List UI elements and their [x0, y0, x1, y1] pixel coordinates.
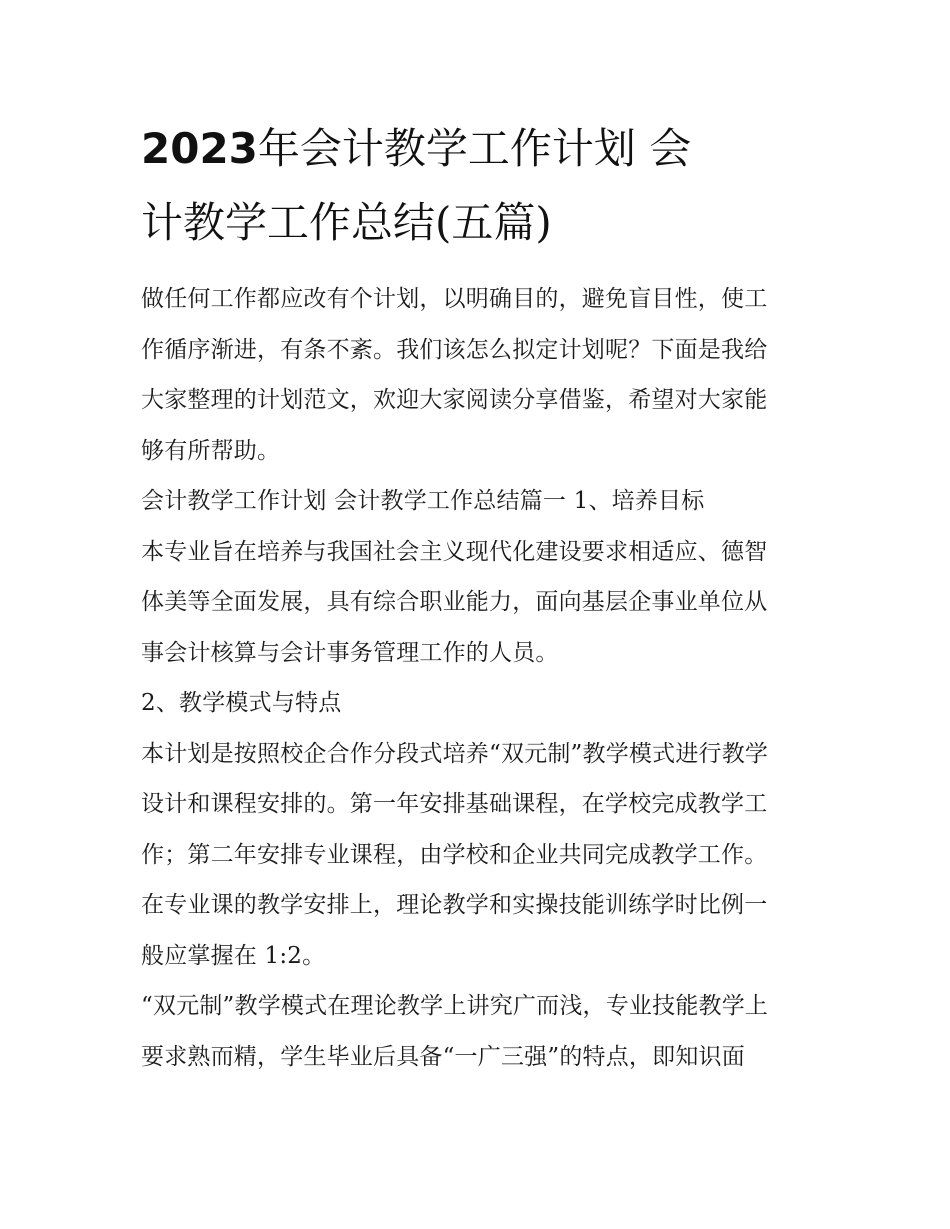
section-heading: 2、教学模式与特点	[141, 690, 342, 716]
document-body	[141, 274, 821, 1082]
body-line: 要求熟而精，学生毕业后具备“一广三强”的特点，即知识面	[141, 1043, 745, 1070]
body-line: 在专业课的教学安排上，理论教学和实操技能训练学时比例一	[141, 892, 768, 918]
body-line: 设计和课程安排的。第一年安排基础课程，在学校完成教学工	[141, 791, 768, 817]
title-year: 2023	[141, 124, 258, 173]
body-line: 般应掌握在 1:2。	[141, 942, 326, 969]
body-line: 本计划是按照校企合作分段式培养“双元制”教学模式进行教学	[141, 740, 769, 767]
document-page	[141, 112, 821, 1082]
body-line: 作；第二年安排专业课程，由学校和企业共同完成教学工作。	[141, 841, 768, 868]
document-title-line-1	[141, 112, 821, 186]
body-line: 大家整理的计划范文，欢迎大家阅读分享借鉴，希望对大家能	[141, 387, 768, 413]
body-line: 事会计核算与会计事务管理工作的人员。	[141, 639, 559, 666]
section-heading: 会计教学工作计划 会计教学工作总结篇一 1、培养目标	[141, 488, 705, 514]
body-line: 本专业旨在培养与我国社会主义现代化建设要求相适应、德智	[141, 538, 768, 565]
title-text-2: 计教学工作总结(五篇)	[141, 198, 552, 247]
body-line: 作循序渐进，有条不紊。我们该怎么拟定计划呢？下面是我给	[141, 336, 768, 363]
body-line: 体美等全面发展，具有综合职业能力，面向基层企事业单位从	[141, 589, 768, 615]
body-line: 做任何工作都应改有个计划，以明确目的，避免盲目性，使工	[141, 286, 768, 312]
title-text-1: 年会计教学工作计划 会	[257, 124, 692, 173]
body-line: 够有所帮助。	[141, 437, 281, 464]
body-line: “双元制”教学模式在理论教学上讲究广而浅，专业技能教学上	[141, 993, 769, 1019]
document-title-line-2	[141, 186, 821, 260]
